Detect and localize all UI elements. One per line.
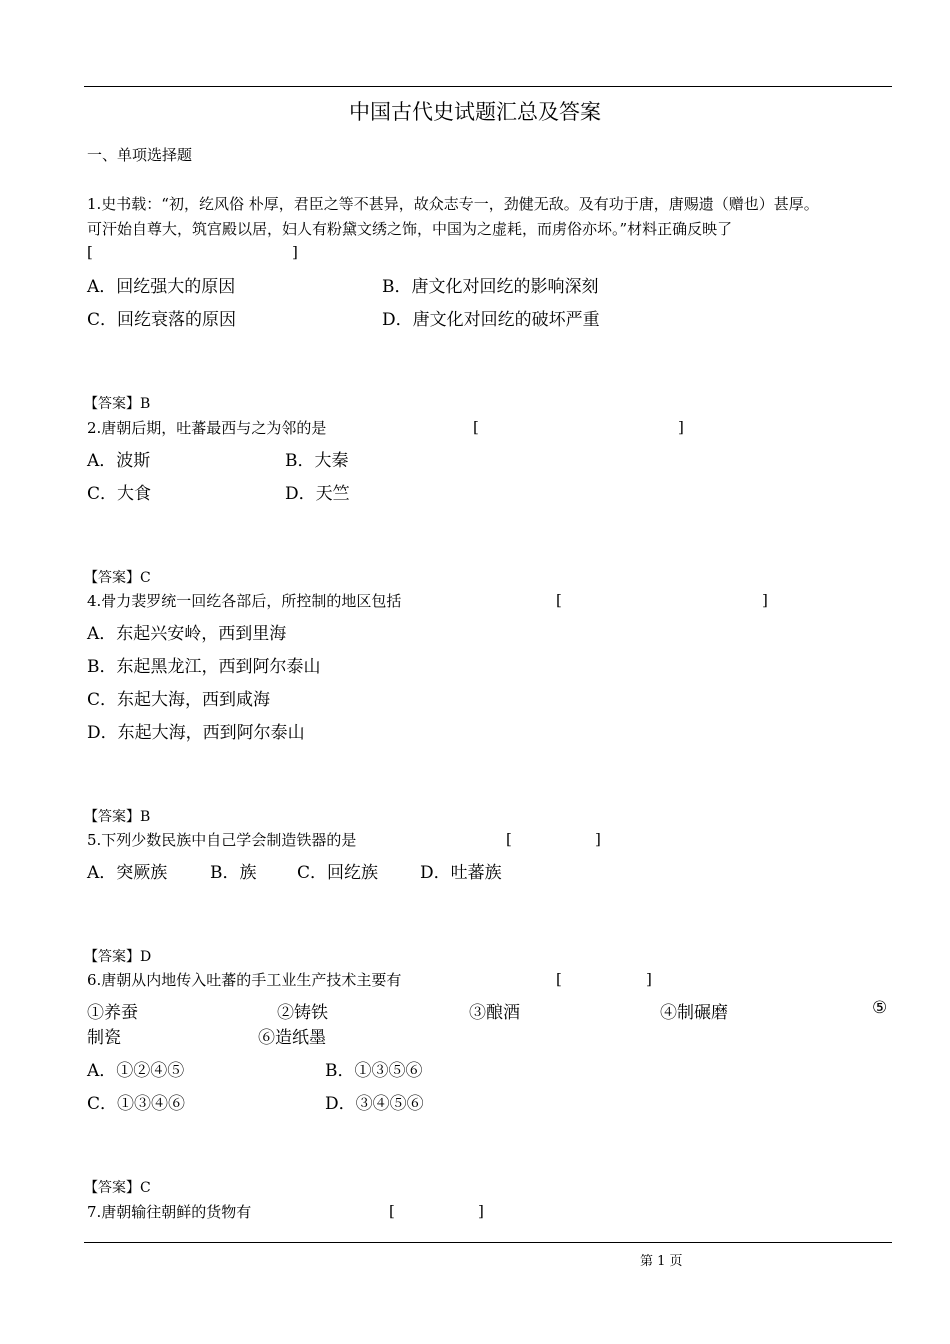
option-d: D．吐蕃族 bbox=[420, 863, 502, 883]
answer-bracket-open: [ bbox=[506, 830, 512, 848]
option-b: B．东起黑龙江，西到阿尔泰山 bbox=[87, 657, 321, 677]
answer-label: 【答案】D bbox=[84, 949, 152, 965]
question-6-text: 6.唐朝从内地传入吐蕃的手工业生产技术主要有 bbox=[87, 971, 402, 989]
item-5-continued: 制瓷 bbox=[87, 1028, 121, 1048]
answer-label: 【答案】C bbox=[84, 1180, 151, 1196]
answer-label: 【答案】B bbox=[84, 809, 151, 825]
page-title: 中国古代史试题汇总及答案 bbox=[349, 100, 601, 124]
answer-bracket-close: ] bbox=[646, 970, 652, 988]
option-c: C．回纥族 bbox=[297, 863, 379, 883]
option-d: D．天竺 bbox=[285, 484, 350, 504]
option-a: A．突厥族 bbox=[87, 863, 168, 883]
option-a: A．回纥强大的原因 bbox=[87, 277, 236, 297]
item-6: ⑥造纸墨 bbox=[258, 1028, 326, 1048]
option-a: A．东起兴安岭，西到里海 bbox=[87, 624, 287, 644]
option-c: C．①③④⑥ bbox=[87, 1094, 186, 1114]
option-a: A．①②④⑤ bbox=[87, 1061, 185, 1081]
footer-rule bbox=[84, 1242, 892, 1243]
question-7-text: 7.唐朝输往朝鲜的货物有 bbox=[87, 1203, 252, 1221]
option-b: B．族 bbox=[210, 863, 257, 883]
option-c: C．大食 bbox=[87, 484, 152, 504]
answer-bracket-open: [ bbox=[556, 970, 562, 988]
option-d: D．唐文化对回纥的破坏严重 bbox=[382, 310, 600, 330]
answer-bracket-open: [ bbox=[473, 418, 479, 436]
top-rule bbox=[84, 86, 892, 87]
option-c: C．东起大海，西到咸海 bbox=[87, 690, 271, 710]
answer-bracket-close: ] bbox=[595, 830, 601, 848]
question-1-line2: 可汗始自尊大，筑宫殿以居，妇人有粉黛文绣之饰，中国为之虚耗，而虏俗亦坏。”材料正确反映了 bbox=[87, 220, 733, 238]
option-a: A．波斯 bbox=[87, 451, 151, 471]
option-b: B．①③⑤⑥ bbox=[325, 1061, 423, 1081]
answer-bracket-close: ] bbox=[478, 1202, 484, 1220]
answer-bracket-close: ] bbox=[762, 591, 768, 609]
answer-bracket-close: ] bbox=[292, 243, 298, 261]
item-2: ②铸铁 bbox=[277, 1003, 328, 1023]
answer-bracket-open: [ bbox=[556, 591, 562, 609]
answer-label: 【答案】C bbox=[84, 570, 151, 586]
item-3: ③酿酒 bbox=[469, 1003, 520, 1023]
section-heading: 一、单项选择题 bbox=[87, 146, 193, 164]
option-b: B．大秦 bbox=[285, 451, 349, 471]
item-5: ⑤ bbox=[872, 998, 888, 1018]
question-5-text: 5.下列少数民族中自己学会制造铁器的是 bbox=[87, 831, 357, 849]
question-4-text: 4.骨力裴罗统一回纥各部后，所控制的地区包括 bbox=[87, 592, 402, 610]
answer-bracket-open: [ bbox=[87, 243, 93, 261]
answer-label: 【答案】B bbox=[84, 396, 151, 412]
answer-bracket-open: [ bbox=[389, 1202, 395, 1220]
option-b: B．唐文化对回纥的影响深刻 bbox=[382, 277, 599, 297]
option-d: D．③④⑤⑥ bbox=[325, 1094, 424, 1114]
item-1: ①养蚕 bbox=[87, 1003, 138, 1023]
answer-bracket-close: ] bbox=[678, 418, 684, 436]
question-1-line1: 1.史书载：“初，纥风俗 朴厚，君臣之等不甚异，故众志专一，劲健无敌。及有功于唐，唐赐遗（赠也）甚厚。 bbox=[87, 195, 819, 213]
option-c: C．回纥衰落的原因 bbox=[87, 310, 237, 330]
option-d: D．东起大海，西到阿尔泰山 bbox=[87, 723, 305, 743]
question-2-text: 2.唐朝后期，吐蕃最西与之为邻的是 bbox=[87, 419, 327, 437]
page-number: 第 1 页 bbox=[640, 1254, 683, 1269]
item-4: ④制碾磨 bbox=[660, 1003, 728, 1023]
